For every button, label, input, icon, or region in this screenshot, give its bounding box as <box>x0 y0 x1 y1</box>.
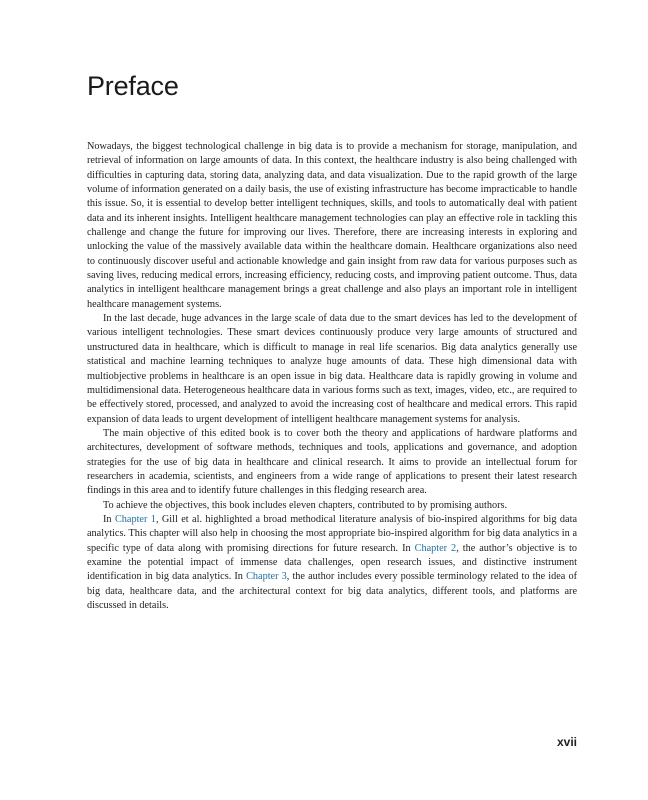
paragraph-2: In the last decade, huge advances in the large scale of data due to the smart devices has led to the development of various intelligent technologies. These smart devices continuously produce very large amounts of structured and unstructured data in healthcare, which is difficult to manage in real life scenarios. Big data analytics generally use statistical and machine learning techniques to analyze huge amounts of data. These high dimensional data with multiobjective problems in healthcare is an open issue in big data. Healthcare data is rapidly growing in volume and multidimensional data. Heterogeneous healthcare data in various forms such as text, images, video, etc., are required to be effectively stored, processed, and analyzed to avoid the increasing cost of healthcare and medical errors. This rapid expansion of data leads to urgent development of intelligent healthcare management systems for analysis. <box>87 313 577 425</box>
paragraph-1: Nowadays, the biggest technological challenge in big data is to provide a mechanism for storage, manipulation, and retrieval of information on large amounts of data. In this context, the healthcare industry is also being challenged with difficulties in capturing data, storing data, analyzing data, and data visualization. Due to the rapid growth of the large volume of information generated on a daily basis, the use of existing infrastructure has become impracticable to handle this issue. So, it is essential to develop better intelligent techniques, skills, and tools to automatically deal with patient data and its inherent insights. Intelligent healthcare management technologies can play an effective role in tackling this challenge and change the future for improving our lives. Therefore, there are increasing interests in exploring and unlocking the value of the massively available data within the healthcare domain. Healthcare organizations also need to continuously discover useful and actionable knowledge and gain insight from raw data for various purposes such as saving lives, reducing medical errors, increasing efficiency, reducing costs, and improving patient outcome. Thus, data analytics in intelligent healthcare management brings a great challenge and also plays an important role in intelligent healthcare management systems. <box>87 141 577 310</box>
chapter-2-link[interactable]: Chapter 2 <box>414 542 457 554</box>
chapter-1-link[interactable]: Chapter 1 <box>114 513 156 525</box>
text-segment: , the author includes every possible terminology related to the idea of big data, healthcare data, and the architectural context for big data analytics, different tools, and platforms are discussed in details. <box>87 571 577 611</box>
page-number: xvii <box>556 735 577 749</box>
text-segment: In <box>103 513 115 525</box>
paragraph-5 <box>87 513 577 613</box>
page-title: Preface <box>87 71 179 101</box>
paragraph-4: To achieve the objectives, this book includes eleven chapters, contributed to by promising authors. <box>103 499 508 511</box>
preface-body <box>87 140 577 613</box>
text-segment: , the author’s objective is to examine the potential impact of immense data challenges, open research issues, and distinctive instrument identification in big data analytics. In <box>87 542 577 583</box>
text-segment: , Gill et al. highlighted a broad methodical literature analysis of bio-inspired algorithms for big data analytics. This chapter will also help in choosing the most appropriate bio-inspired algorithm for big data analytics in a specific type of data along with promising directions for future research. In <box>87 513 578 554</box>
paragraph-3: The main objective of this edited book is to cover both the theory and applications of hardware platforms and architectures, development of software methods, techniques and tools, applications and governance, and adoption strategies for the use of big data in healthcare and clinical research. It aims to provide an intellectual forum for researchers in academia, scientists, and engineers from a wide range of applications to present their latest research findings in this area and to identify future challenges in this fledging research area. <box>87 427 577 497</box>
chapter-3-link[interactable]: Chapter 3 <box>246 571 287 583</box>
